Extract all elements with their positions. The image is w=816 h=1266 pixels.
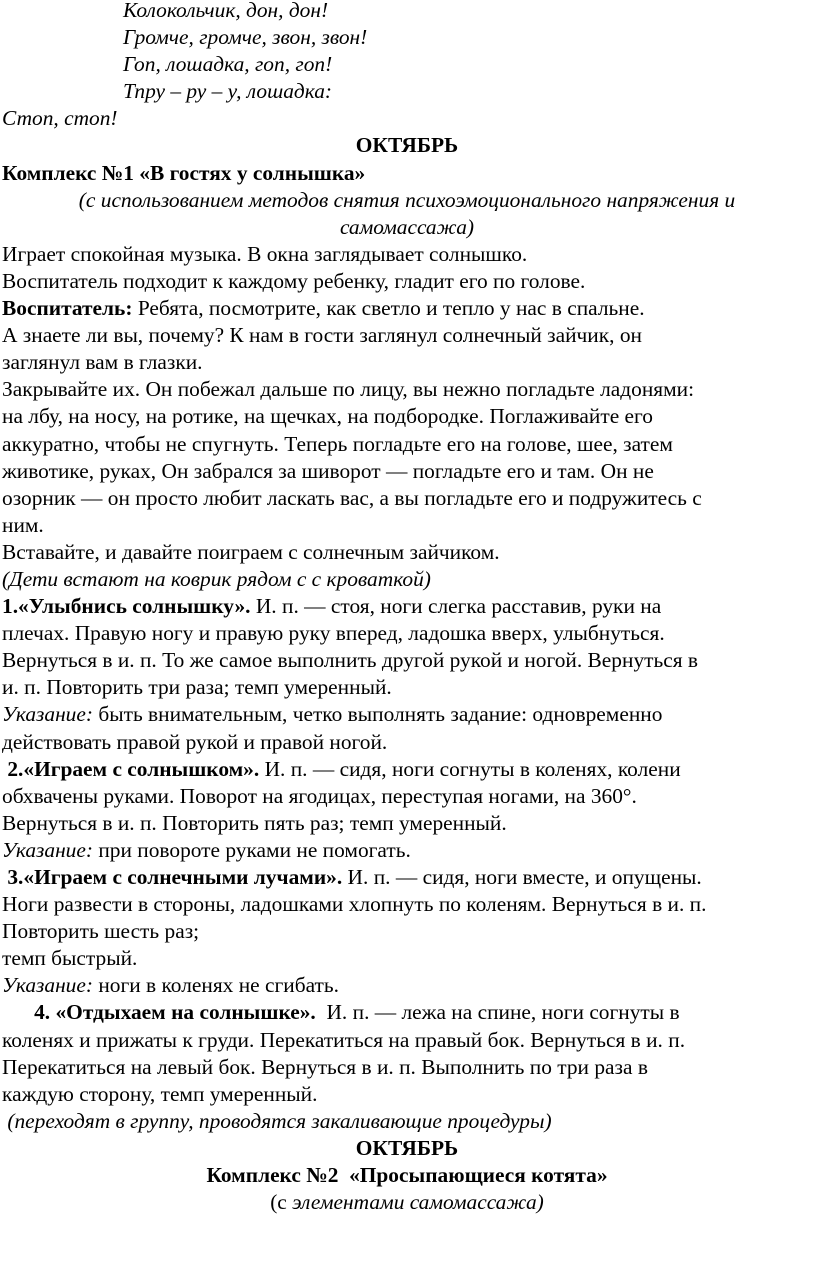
exercise-text: И. п. — сидя, ноги вместе, и опущены. (342, 865, 702, 889)
month-heading: ОКТЯБРЬ (355, 133, 459, 158)
exercise-title: 4. «Отдыхаем на солнышке». (34, 1000, 316, 1025)
speaker-text: Ребята, посмотрите, как светло и тепло у нас в спальне. (132, 296, 645, 321)
exercise-text: И. п. — стоя, ноги слегка расставив, руки на (250, 594, 662, 619)
paragraph: животике, руках, Он забрался за шиворот — погладьте его и там. Он не (2, 458, 654, 483)
paragraph: аккуратно, чтобы не спугнуть. Теперь погладьте его на голове, шее, затем (2, 431, 673, 456)
exercise-text: Повторить шесть раз; (2, 919, 200, 944)
poem-line: Гоп, лошадка, гоп, гоп! (123, 52, 333, 77)
month-heading: ОКТЯБРЬ (355, 1135, 459, 1160)
exercise-3 (2, 864, 812, 891)
exercise-text: и. п. Повторить три раза; темп умеренный. (2, 675, 392, 700)
complex-subtitle: самомассажа) (339, 214, 475, 239)
exercise-hint (2, 701, 812, 728)
exercise-2 (2, 756, 812, 783)
exercise-text: Вернуться в и. п. Повторить пять раз; темп умеренный. (2, 810, 507, 835)
exercise-text: Ноги развести в стороны, ладошками хлопнуть по коленям. Вернуться в и. п. (2, 892, 707, 917)
exercise-title: 1.«Улыбнись солнышку». (2, 594, 251, 619)
complex-subtitle: (с использованием методов снятия психоэмоционального напряжения и (78, 187, 736, 212)
hint-label: Указание: (2, 702, 93, 727)
paragraph: Вставайте, и давайте поиграем с солнечным зайчиком. (2, 539, 500, 564)
exercise-text: коленях и прижаты к груди. Перекатиться на правый бок. Вернуться в и. п. (2, 1027, 686, 1052)
exercise-1 (2, 593, 812, 620)
exercise-text: обхвачены руками. Поворот на ягодицах, переступая ногами, на 360°. (2, 783, 637, 808)
exercise-title: 2.«Играем с солнышком». (2, 756, 260, 781)
hint-label: Указание: (2, 973, 93, 998)
poem-end: Стоп, стоп! (2, 106, 118, 131)
paragraph (2, 295, 812, 322)
exercise-text: Перекатиться на левый бок. Вернуться в и. п. Выполнить по три раза в (2, 1054, 648, 1079)
paragraph: А знаете ли вы, почему? К нам в гости заглянул солнечный зайчик, он (2, 323, 642, 348)
subtitle-prefix: (с (270, 1190, 293, 1215)
stage-note: (переходят в группу, проводятся закаливающие процедуры) (2, 1108, 552, 1133)
hint-text: при повороте руками не помогать. (93, 837, 411, 862)
poem-line: Колокольчик, дон, дон! (123, 0, 329, 22)
paragraph: на лбу, на носу, на ротике, на щечках, на подбородке. Поглаживайте его (2, 404, 653, 429)
hint-text: действовать правой рукой и правой ногой. (2, 729, 388, 754)
exercise-hint (2, 972, 812, 999)
exercise-text: И. п. — сидя, ноги согнуты в коленях, колени (259, 756, 681, 781)
subtitle-italic: элементами самомассажа) (292, 1190, 544, 1215)
exercise-hint (2, 837, 812, 864)
poem-line: Громче, громче, звон, звон! (123, 25, 368, 50)
stage-note: (Дети встают на коврик рядом с с кроваткой) (2, 566, 431, 591)
paragraph: Воспитатель подходит к каждому ребенку, гладит его по голове. (2, 268, 586, 293)
exercise-4 (2, 999, 812, 1026)
document-page (2, 0, 812, 1216)
indent (2, 1000, 34, 1024)
speaker-label: Воспитатель: (2, 296, 133, 321)
exercise-text: темп быстрый. (2, 946, 138, 971)
hint-label: Указание: (2, 837, 93, 862)
paragraph: Играет спокойная музыка. В окна заглядывает солнышко. (2, 241, 528, 266)
complex-title: Комплекс №2 «Просыпающиеся котята» (206, 1163, 608, 1188)
paragraph: Закрывайте их. Он побежал дальше по лицу, вы нежно погладьте ладонями: (2, 377, 695, 402)
poem-line: Тпру – ру – у, лошадка: (123, 79, 333, 104)
exercise-text: каждую сторону, темп умеренный. (2, 1081, 318, 1106)
exercise-title: 3.«Играем с солнечными лучами». (2, 865, 343, 889)
paragraph: озорник — он просто любит ласкать вас, а вы погладьте его и подружитесь с (2, 485, 702, 510)
hint-text: быть внимательным, четко выполнять задание: одновременно (93, 702, 663, 727)
exercise-text: И. п. — лежа на спине, ноги согнуты в (315, 1000, 680, 1025)
exercise-text: плечах. Правую ногу и правую руку вперед, ладошка вверх, улыбнуться. (2, 621, 665, 646)
hint-text: ноги в коленях не сгибать. (93, 973, 340, 998)
paragraph: заглянул вам в глазки. (2, 350, 203, 375)
paragraph: ним. (2, 512, 44, 537)
complex-title: Комплекс №1 «В гостях у солнышка» (2, 160, 366, 185)
exercise-text: Вернуться в и. п. То же самое выполнить другой рукой и ногой. Вернуться в (2, 648, 699, 673)
complex-subtitle (2, 1189, 812, 1216)
